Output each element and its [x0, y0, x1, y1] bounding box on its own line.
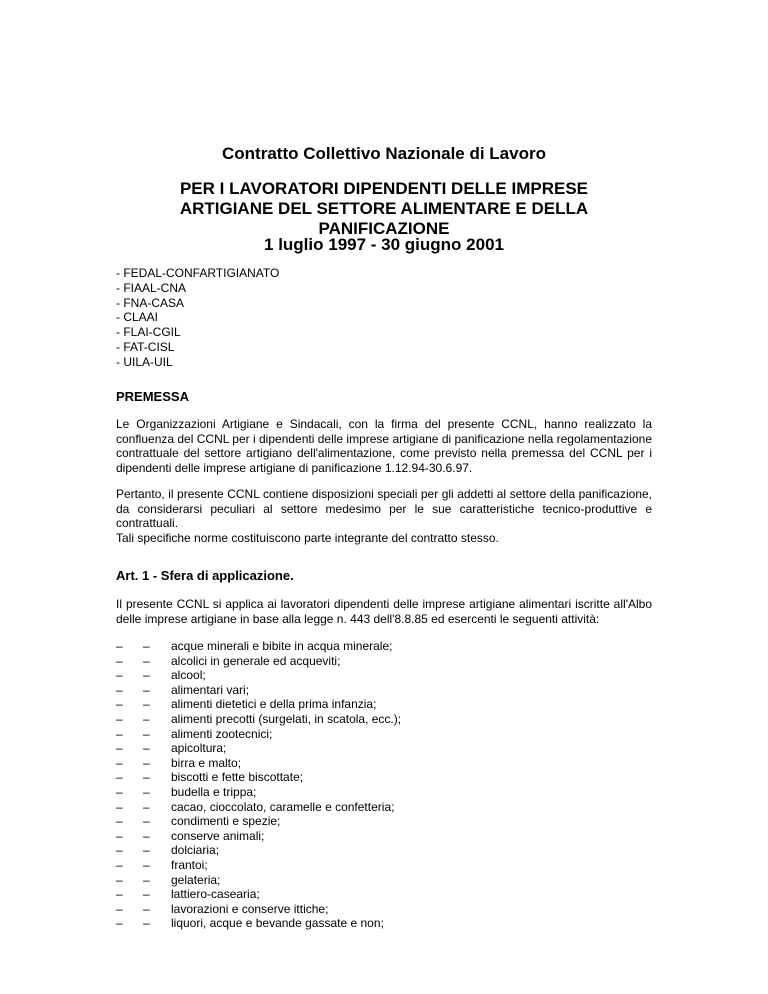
dash-marker: – — [116, 639, 123, 653]
activity-label: alcool; — [171, 668, 206, 683]
dash-marker: – — [116, 887, 123, 902]
dash-marker: – — [116, 697, 123, 712]
dash-marker: – — [143, 755, 150, 770]
article-1-intro: Il presente CCNL si applica ai lavoratori dipendenti delle imprese artigiane alimentari iscritte all'Albo delle imprese artigiane in base alla legge n. 443 dell'8.8.85 ed esercenti le seguenti attività: — [116, 597, 652, 626]
dash-marker: – — [116, 653, 123, 668]
dash-marker: – — [143, 668, 150, 683]
activity-label: alcolici in generale ed acqueviti; — [171, 653, 341, 668]
dash-marker: – — [143, 784, 150, 799]
dash-marker: – — [116, 872, 123, 887]
dash-marker: – — [143, 814, 150, 829]
activity-label: alimenti dietetici e della prima infanzia; — [171, 697, 377, 712]
activity-label: condimenti e spezie; — [171, 814, 281, 829]
dash-marker: – — [116, 843, 123, 858]
dash-marker: – — [116, 916, 123, 931]
dash-marker: – — [116, 784, 123, 799]
party-item: - UILA-UIL — [116, 354, 173, 369]
dash-marker: – — [143, 828, 150, 843]
signatory-parties-list — [116, 266, 279, 370]
dash-marker: – — [116, 857, 123, 872]
dash-marker: – — [116, 814, 123, 829]
activity-label: lavorazioni e conserve ittiche; — [171, 901, 329, 916]
document-subtitle: PER I LAVORATORI DIPENDENTI DELLE IMPRESE ARTIGIANE DEL SETTORE ALIMENTARE E DELLA PANIFICAZIONE — [179, 179, 589, 238]
activity-label: birra e malto; — [171, 755, 242, 770]
activity-label: liquori, acque e bevande gassate e non; — [171, 916, 384, 931]
dash-marker: – — [143, 843, 150, 858]
validity-period: 1 luglio 1997 - 30 giugno 2001 — [264, 235, 504, 254]
party-item: - FAT-CISL — [116, 339, 175, 354]
dash-marker: – — [116, 682, 123, 697]
dash-marker: – — [116, 799, 123, 814]
dash-marker: – — [116, 711, 123, 726]
dash-marker: – — [116, 755, 123, 770]
dash-marker: – — [143, 726, 150, 741]
activity-label: gelateria; — [171, 872, 221, 887]
party-item: - FEDAL-CONFARTIGIANATO — [116, 266, 280, 280]
document-title: Contratto Collettivo Nazionale di Lavoro — [222, 144, 546, 163]
dash-marker: – — [143, 857, 150, 872]
activity-label: budella e trippa; — [171, 784, 257, 799]
dash-marker: – — [116, 726, 123, 741]
activity-label: biscotti e fette biscottate; — [171, 770, 304, 785]
dash-marker: – — [116, 770, 123, 785]
dash-marker: – — [143, 901, 150, 916]
activity-label: lattiero-casearia; — [171, 887, 260, 902]
dash-marker: – — [143, 711, 150, 726]
activity-label: dolciaria; — [171, 843, 220, 858]
dash-marker: – — [143, 872, 150, 887]
dash-marker: – — [143, 916, 150, 931]
party-item: - FLAI-CGIL — [116, 325, 181, 340]
activity-label: conserve animali; — [171, 828, 265, 843]
premessa-paragraph-2-text: Pertanto, il presente CCNL contiene disposizioni speciali per gli addetti al settore della panificazione, da considerarsi peculiari al settore medesimo per le sue caratteristiche tecnico-produttive e contrattuali. — [116, 487, 652, 531]
dash-marker: – — [116, 901, 123, 916]
article-1-heading: Art. 1 - Sfera di applicazione. — [116, 568, 294, 583]
dash-marker: – — [143, 653, 150, 668]
dash-marker: – — [116, 668, 123, 683]
premessa-paragraph-2 — [116, 487, 652, 545]
premessa-heading: PREMESSA — [116, 389, 189, 404]
premessa-paragraph-2-closing: Tali specifiche norme costituiscono parte integrante del contratto stesso. — [116, 530, 499, 545]
party-item: - FIAAL-CNA — [116, 280, 187, 295]
activity-label: apicoltura; — [171, 741, 227, 756]
dash-marker: – — [143, 741, 150, 756]
activity-label: alimenti precotti (surgelati, in scatola, ecc.); — [171, 711, 402, 726]
activity-label: alimenti zootecnici; — [171, 726, 273, 741]
party-item: - FNA-CASA — [116, 295, 185, 310]
dash-marker: – — [143, 799, 150, 814]
activity-label: acque minerali e bibite in acqua minerale; — [171, 639, 393, 653]
dash-marker: – — [143, 682, 150, 697]
dash-marker: – — [116, 828, 123, 843]
dash-marker: – — [143, 770, 150, 785]
dash-marker: – — [116, 741, 123, 756]
party-item: - CLAAI — [116, 310, 159, 325]
activity-label: frantoi; — [171, 857, 208, 872]
dash-marker: – — [143, 887, 150, 902]
activity-label: alimentari vari; — [171, 682, 250, 697]
premessa-paragraph-1: Le Organizzazioni Artigiane e Sindacali, con la firma del presente CCNL, hanno realizzato la confluenza del CCNL per i dipendenti delle imprese artigiane di panificazione nella regolamentazione contrattuale del settore artigiano dell'alimentazione, come previsto nella premessa del CCNL per i dipendenti delle imprese artigiane di panificazione 1.12.94-30.6.97. — [116, 417, 652, 475]
dash-marker: – — [143, 697, 150, 712]
dash-marker: – — [143, 639, 150, 653]
activity-label: cacao, cioccolato, caramelle e confetteria; — [171, 799, 395, 814]
